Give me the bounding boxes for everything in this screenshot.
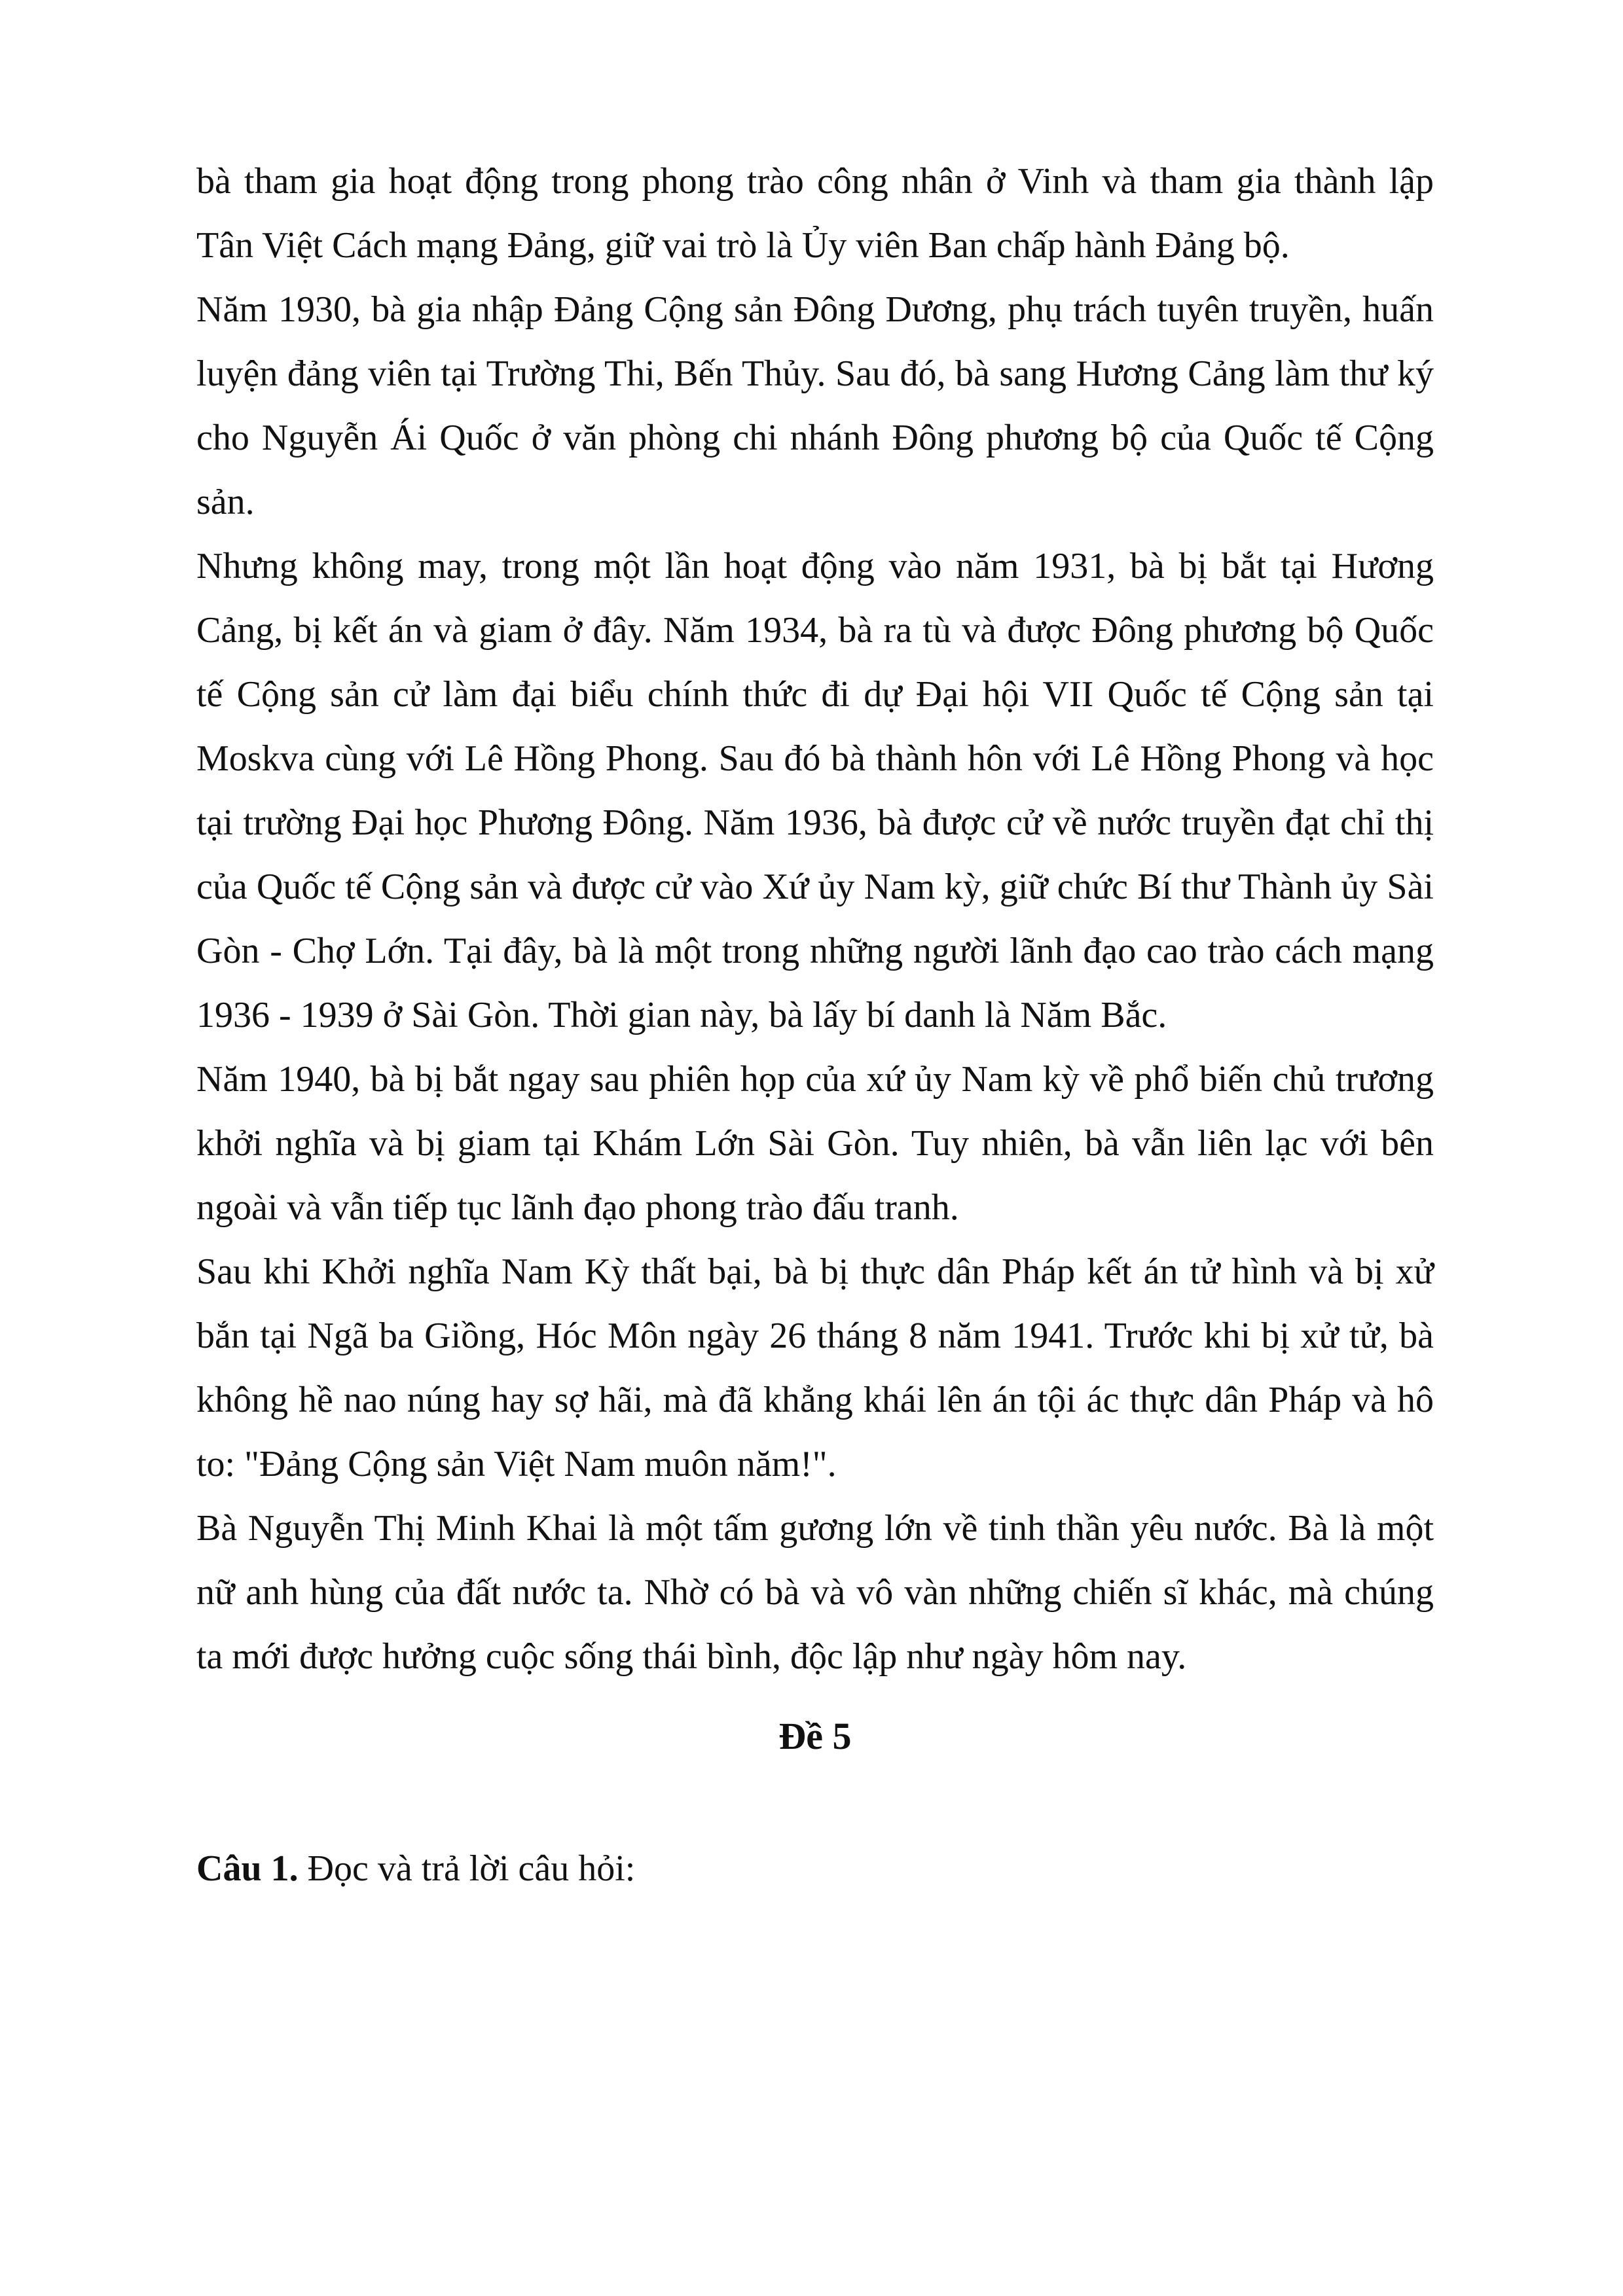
question-text: Đọc và trả lời câu hỏi: <box>298 1848 636 1889</box>
paragraph-3: Nhưng không may, trong một lần hoạt động vào năm 1931, bà bị bắt tại Hương Cảng, bị kết án và giam ở đây. Năm 1934, bà ra tù và được Đông phương bộ Quốc tế Cộng sản cử làm đại biểu chính thức đi dự Đại hội VII Quốc tế Cộng sản tại Moskva cùng với Lê Hồng Phong. Sau đó bà thành hôn với Lê Hồng Phong và học tại trường Đại học Phương Đông. Năm 1936, bà được cử về nước truyền đạt chỉ thị của Quốc tế Cộng sản và được cử vào Xứ ủy Nam kỳ, giữ chức Bí thư Thành ủy Sài Gòn - Chợ Lớn. Tại đây, bà là một trong những người lãnh đạo cao trào cách mạng 1936 - 1939 ở Sài Gòn. Thời gian này, bà lấy bí danh là Năm Bắc. <box>196 546 1434 1035</box>
paragraph-4: Năm 1940, bà bị bắt ngay sau phiên họp của xứ ủy Nam kỳ về phổ biến chủ trương khởi nghĩa và bị giam tại Khám Lớn Sài Gòn. Tuy nhiên, bà vẫn liên lạc với bên ngoài và vẫn tiếp tục lãnh đạo phong trào đấu tranh. <box>196 1059 1434 1228</box>
question-label: Câu 1. <box>196 1848 299 1889</box>
paragraph-1: bà tham gia hoạt động trong phong trào công nhân ở Vinh và tham gia thành lập Tân Việt Cách mạng Đảng, giữ vai trò là Ủy viên Ban chấp hành Đảng bộ. <box>196 161 1434 266</box>
question-line <box>196 1837 1434 1901</box>
section-heading: Đề 5 <box>778 1715 852 1757</box>
paragraph-6: Bà Nguyễn Thị Minh Khai là một tấm gương lớn về tinh thần yêu nước. Bà là một nữ anh hùng của đất nước ta. Nhờ có bà và vô vàn những chiến sĩ khác, mà chúng ta mới được hưởng cuộc sống thái bình, độc lập như ngày hôm nay. <box>196 1508 1434 1677</box>
paragraph-5: Sau khi Khởi nghĩa Nam Kỳ thất bại, bà bị thực dân Pháp kết án tử hình và bị xử bắn tại Ngã ba Giồng, Hóc Môn ngày 26 tháng 8 năm 1941. Trước khi bị xử tử, bà không hề nao núng hay sợ hãi, mà đã khẳng khái lên án tội ác thực dân Pháp và hô to: "Đảng Cộng sản Việt Nam muôn năm!". <box>196 1251 1434 1484</box>
document-body <box>196 149 1434 1901</box>
paragraph-2: Năm 1930, bà gia nhập Đảng Cộng sản Đông Dương, phụ trách tuyên truyền, huấn luyện đảng viên tại Trường Thi, Bến Thủy. Sau đó, bà sang Hương Cảng làm thư ký cho Nguyễn Ái Quốc ở văn phòng chi nhánh Đông phương bộ của Quốc tế Cộng sản. <box>196 289 1434 522</box>
